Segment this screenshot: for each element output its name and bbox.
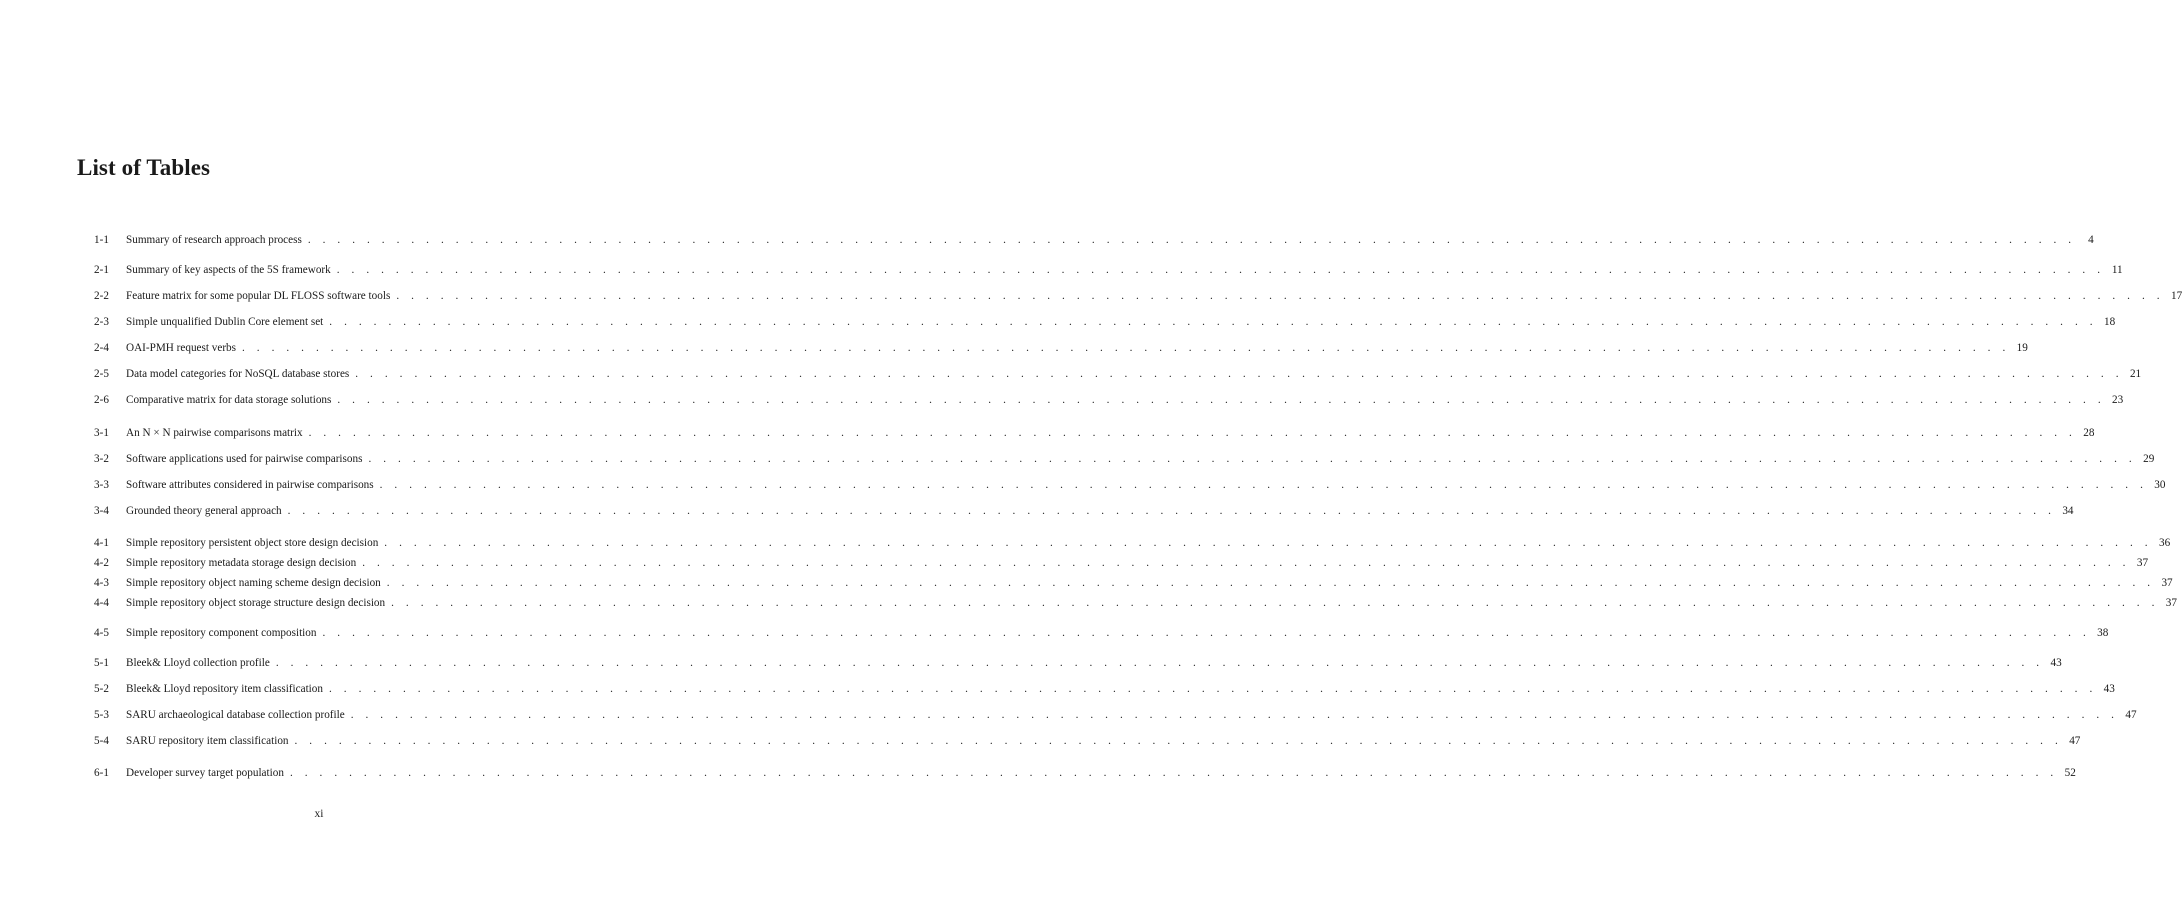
dot-leader: . . . . . . . . . . . . . . . . . . . . . . . . . . . . . . . . . . . . . . . . . . . . . . . . . . . . . . . . . . . . . . . . . . . . . . . . . . . . . . . . . . . . . . . . . . . . . . . . . . . . . . . . . . . . . . . . . . . . . . . . — [328, 683, 2097, 695]
toc-entry-title[interactable]: Bleek& Lloyd collection profile — [126, 657, 270, 669]
toc-entry-number: 3-3 — [94, 479, 109, 491]
toc-entry-number: 3-1 — [94, 427, 109, 439]
dot-leader: . . . . . . . . . . . . . . . . . . . . . . . . . . . . . . . . . . . . . . . . . . . . . . . . . . . . . . . . . . . . . . . . . . . . . . . . . . . . . . . . . . . . . . . . . . . . . . . . . . . . . . . . . . . . . . . . . . . . . . . . — [294, 735, 2063, 747]
toc-entry[interactable] — [94, 765, 2076, 781]
toc-entry[interactable] — [94, 707, 2137, 723]
toc-entry[interactable] — [94, 340, 2028, 356]
toc-entry[interactable] — [94, 314, 2116, 330]
toc-entry[interactable] — [94, 477, 2166, 493]
dot-leader: . . . . . . . . . . . . . . . . . . . . . . . . . . . . . . . . . . . . . . . . . . . . . . . . . . . . . . . . . . . . . . . . . . . . . . . . . . . . . . . . . . . . . . . . . . . . . . . . . . . . . . . . . . . . . . . . . . . . . . . . — [275, 657, 2044, 669]
toc-entry-number: 4-1 — [94, 537, 109, 549]
dot-leader: . . . . . . . . . . . . . . . . . . . . . . . . . . . . . . . . . . . . . . . . . . . . . . . . . . . . . . . . . . . . . . . . . . . . . . . . . . . . . . . . . . . . . . . . . . . . . . . . . . . . . . . . . . . . . . . . . . . . . . . . — [242, 342, 2010, 354]
toc-entry-title[interactable]: Summary of key aspects of the 5S framework — [126, 264, 331, 276]
toc-entry[interactable] — [94, 733, 2081, 749]
toc-entry-page: 21 — [2129, 368, 2142, 380]
toc-entry-title[interactable]: An N × N pairwise comparisons matrix — [126, 427, 303, 439]
dot-leader: . . . . . . . . . . . . . . . . . . . . . . . . . . . . . . . . . . . . . . . . . . . . . . . . . . . . . . . . . . . . . . . . . . . . . . . . . . . . . . . . . . . . . . . . . . . . . . . . . . . . . . . . . . . . . . . . . . . . . . . . — [350, 709, 2119, 721]
toc-entry-title[interactable]: OAI-PMH request verbs — [126, 342, 236, 354]
toc-entry-page: 37 — [2136, 557, 2149, 569]
toc-entry-number: 2-4 — [94, 342, 109, 354]
toc-entry-title[interactable]: Simple unqualified Dublin Core element set — [126, 316, 324, 328]
toc-entry-title[interactable]: Developer survey target population — [126, 767, 284, 779]
toc-entry[interactable] — [94, 655, 2062, 671]
toc-entry[interactable] — [94, 232, 2094, 248]
toc-entry-page: 19 — [2016, 342, 2028, 354]
page-number: xi — [314, 808, 324, 820]
toc-entry[interactable] — [94, 392, 2124, 408]
toc-entry-title[interactable]: SARU archaeological database collection profile — [126, 709, 345, 721]
toc-entry-page: 47 — [2069, 735, 2081, 747]
toc-entry[interactable] — [94, 425, 2095, 441]
toc-entry-page: 34 — [2062, 505, 2074, 517]
dot-leader: . . . . . . . . . . . . . . . . . . . . . . . . . . . . . . . . . . . . . . . . . . . . . . . . . . . . . . . . . . . . . . . . . . . . . . . . . . . . . . . . . . . . . . . . . . . . . . . . . . . . . . . . . . . . . . . . . . . . . . . . — [289, 767, 2058, 779]
toc-entry-title[interactable]: SARU repository item classification — [126, 735, 289, 747]
toc-entry-number: 5-4 — [94, 735, 109, 747]
dot-leader: . . . . . . . . . . . . . . . . . . . . . . . . . . . . . . . . . . . . . . . . . . . . . . . . . . . . . . . . . . . . . . . . . . . . . . . . . . . . . . . . . . . . . . . . . . . . . . . . . . . . . . . . . . . . . . . . . . . . . . . . — [337, 394, 2106, 406]
toc-entry-title[interactable]: Grounded theory general approach — [126, 505, 282, 517]
toc-entry[interactable] — [94, 555, 2149, 571]
toc-entry-page: 11 — [2111, 264, 2123, 276]
toc-entry-page: 23 — [2112, 394, 2124, 406]
toc-entry-number: 3-2 — [94, 453, 109, 465]
dot-leader: . . . . . . . . . . . . . . . . . . . . . . . . . . . . . . . . . . . . . . . . . . . . . . . . . . . . . . . . . . . . . . . . . . . . . . . . . . . . . . . . . . . . . . . . . . . . . . . . . . . . . . . . . . . . . . . . . . . . . . . . — [379, 479, 2148, 491]
toc-entry-page: 37 — [2165, 597, 2177, 609]
dot-leader: . . . . . . . . . . . . . . . . . . . . . . . . . . . . . . . . . . . . . . . . . . . . . . . . . . . . . . . . . . . . . . . . . . . . . . . . . . . . . . . . . . . . . . . . . . . . . . . . . . . . . . . . . . . . . . . . . . . . . . . . — [329, 316, 2098, 328]
toc-entry[interactable] — [94, 595, 2177, 611]
toc-entry-title[interactable]: Simple repository object naming scheme design decision — [126, 577, 381, 589]
toc-entry-page: 36 — [2158, 537, 2171, 549]
toc-entry-title[interactable]: Feature matrix for some popular DL FLOSS software tools — [126, 290, 391, 302]
toc-entry[interactable] — [94, 262, 2123, 278]
toc-entry-number: 2-2 — [94, 290, 109, 302]
toc-entry[interactable] — [94, 366, 2142, 382]
toc-entry-page: 17 — [2170, 290, 2182, 302]
toc-entry-page: 43 — [2050, 657, 2062, 669]
toc-entry-number: 2-5 — [94, 368, 109, 380]
toc-entry-number: 5-1 — [94, 657, 109, 669]
dot-leader: . . . . . . . . . . . . . . . . . . . . . . . . . . . . . . . . . . . . . . . . . . . . . . . . . . . . . . . . . . . . . . . . . . . . . . . . . . . . . . . . . . . . . . . . . . . . . . . . . . . . . . . . . . . . . . . . . . . . . . . . — [386, 577, 2155, 589]
toc-entry[interactable] — [94, 575, 2173, 591]
page-title: List of Tables — [77, 155, 211, 180]
toc-entry-title[interactable]: Simple repository component composition — [126, 627, 317, 639]
toc-entry-number: 6-1 — [94, 767, 109, 779]
toc-entry[interactable] — [94, 503, 2074, 519]
toc-entry-title[interactable]: Simple repository metadata storage design decision — [126, 557, 357, 569]
toc-entry[interactable] — [94, 288, 2182, 304]
toc-entry-number: 5-2 — [94, 683, 109, 695]
toc-entry-number: 2-3 — [94, 316, 109, 328]
dot-leader: . . . . . . . . . . . . . . . . . . . . . . . . . . . . . . . . . . . . . . . . . . . . . . . . . . . . . . . . . . . . . . . . . . . . . . . . . . . . . . . . . . . . . . . . . . . . . . . . . . . . . . . . . . . . . . . . . . . . . . . . — [384, 537, 2153, 549]
toc-entry-number: 2-1 — [94, 264, 109, 276]
toc-entry-title[interactable]: Summary of research approach process — [126, 234, 302, 246]
dot-leader: . . . . . . . . . . . . . . . . . . . . . . . . . . . . . . . . . . . . . . . . . . . . . . . . . . . . . . . . . . . . . . . . . . . . . . . . . . . . . . . . . . . . . . . . . . . . . . . . . . . . . . . . . . . . . . . . . . . . . . . . — [287, 505, 2056, 517]
dot-leader: . . . . . . . . . . . . . . . . . . . . . . . . . . . . . . . . . . . . . . . . . . . . . . . . . . . . . . . . . . . . . . . . . . . . . . . . . . . . . . . . . . . . . . . . . . . . . . . . . . . . . . . . . . . . . . . . . . . . . . . . — [307, 234, 2076, 246]
toc-entry-title[interactable]: Software attributes considered in pairwise comparisons — [126, 479, 374, 491]
toc-entry[interactable] — [94, 625, 2109, 641]
toc-entry-number: 4-2 — [94, 557, 109, 569]
toc-entry[interactable] — [94, 451, 2155, 467]
dot-leader: . . . . . . . . . . . . . . . . . . . . . . . . . . . . . . . . . . . . . . . . . . . . . . . . . . . . . . . . . . . . . . . . . . . . . . . . . . . . . . . . . . . . . . . . . . . . . . . . . . . . . . . . . . . . . . . . . . . . . . . . — [355, 368, 2124, 380]
toc-entry-page: 37 — [2161, 577, 2173, 589]
toc-entry-title[interactable]: Data model categories for NoSQL database stores — [126, 368, 350, 380]
toc-entry-page: 43 — [2103, 683, 2115, 695]
toc-entry-page: 28 — [2083, 427, 2095, 439]
toc-entry-page: 47 — [2125, 709, 2137, 721]
dot-leader: . . . . . . . . . . . . . . . . . . . . . . . . . . . . . . . . . . . . . . . . . . . . . . . . . . . . . . . . . . . . . . . . . . . . . . . . . . . . . . . . . . . . . . . . . . . . . . . . . . . . . . . . . . . . . . . . . . . . . . . . — [396, 290, 2165, 302]
toc-entry-number: 3-4 — [94, 505, 109, 517]
dot-leader: . . . . . . . . . . . . . . . . . . . . . . . . . . . . . . . . . . . . . . . . . . . . . . . . . . . . . . . . . . . . . . . . . . . . . . . . . . . . . . . . . . . . . . . . . . . . . . . . . . . . . . . . . . . . . . . . . . . . . . . . — [308, 427, 2077, 439]
toc-entry-page: 4 — [2088, 234, 2094, 246]
toc-entry-page: 29 — [2143, 453, 2155, 465]
toc-entry[interactable] — [94, 681, 2115, 697]
toc-entry-number: 4-4 — [94, 597, 109, 609]
toc-entry-page: 30 — [2154, 479, 2166, 491]
toc-entry-number: 5-3 — [94, 709, 109, 721]
dot-leader: . . . . . . . . . . . . . . . . . . . . . . . . . . . . . . . . . . . . . . . . . . . . . . . . . . . . . . . . . . . . . . . . . . . . . . . . . . . . . . . . . . . . . . . . . . . . . . . . . . . . . . . . . . . . . . . . . . . . . . . . — [362, 557, 2131, 569]
dot-leader: . . . . . . . . . . . . . . . . . . . . . . . . . . . . . . . . . . . . . . . . . . . . . . . . . . . . . . . . . . . . . . . . . . . . . . . . . . . . . . . . . . . . . . . . . . . . . . . . . . . . . . . . . . . . . . . . . . . . . . . . — [368, 453, 2137, 465]
toc-entry-page: 38 — [2097, 627, 2109, 639]
toc-entry-number: 1-1 — [94, 234, 109, 246]
toc-entry-title[interactable]: Software applications used for pairwise comparisons — [126, 453, 363, 465]
toc-entry-number: 4-3 — [94, 577, 109, 589]
toc-entry[interactable] — [94, 535, 2171, 551]
toc-entry-title[interactable]: Comparative matrix for data storage solutions — [126, 394, 332, 406]
dot-leader: . . . . . . . . . . . . . . . . . . . . . . . . . . . . . . . . . . . . . . . . . . . . . . . . . . . . . . . . . . . . . . . . . . . . . . . . . . . . . . . . . . . . . . . . . . . . . . . . . . . . . . . . . . . . . . . . . . . . . . . . — [336, 264, 2105, 276]
toc-entry-page: 52 — [2064, 767, 2076, 779]
toc-entry-title[interactable]: Bleek& Lloyd repository item classification — [126, 683, 323, 695]
toc-entry-title[interactable]: Simple repository persistent object store design decision — [126, 537, 379, 549]
dot-leader: . . . . . . . . . . . . . . . . . . . . . . . . . . . . . . . . . . . . . . . . . . . . . . . . . . . . . . . . . . . . . . . . . . . . . . . . . . . . . . . . . . . . . . . . . . . . . . . . . . . . . . . . . . . . . . . . . . . . . . . . — [322, 627, 2091, 639]
dot-leader: . . . . . . . . . . . . . . . . . . . . . . . . . . . . . . . . . . . . . . . . . . . . . . . . . . . . . . . . . . . . . . . . . . . . . . . . . . . . . . . . . . . . . . . . . . . . . . . . . . . . . . . . . . . . . . . . . . . . . . . . — [391, 597, 2159, 609]
toc-entry-number: 4-5 — [94, 627, 109, 639]
toc-entry-number: 2-6 — [94, 394, 109, 406]
toc-entry-title[interactable]: Simple repository object storage structure design decision — [126, 597, 386, 609]
toc-entry-page: 18 — [2103, 316, 2116, 328]
